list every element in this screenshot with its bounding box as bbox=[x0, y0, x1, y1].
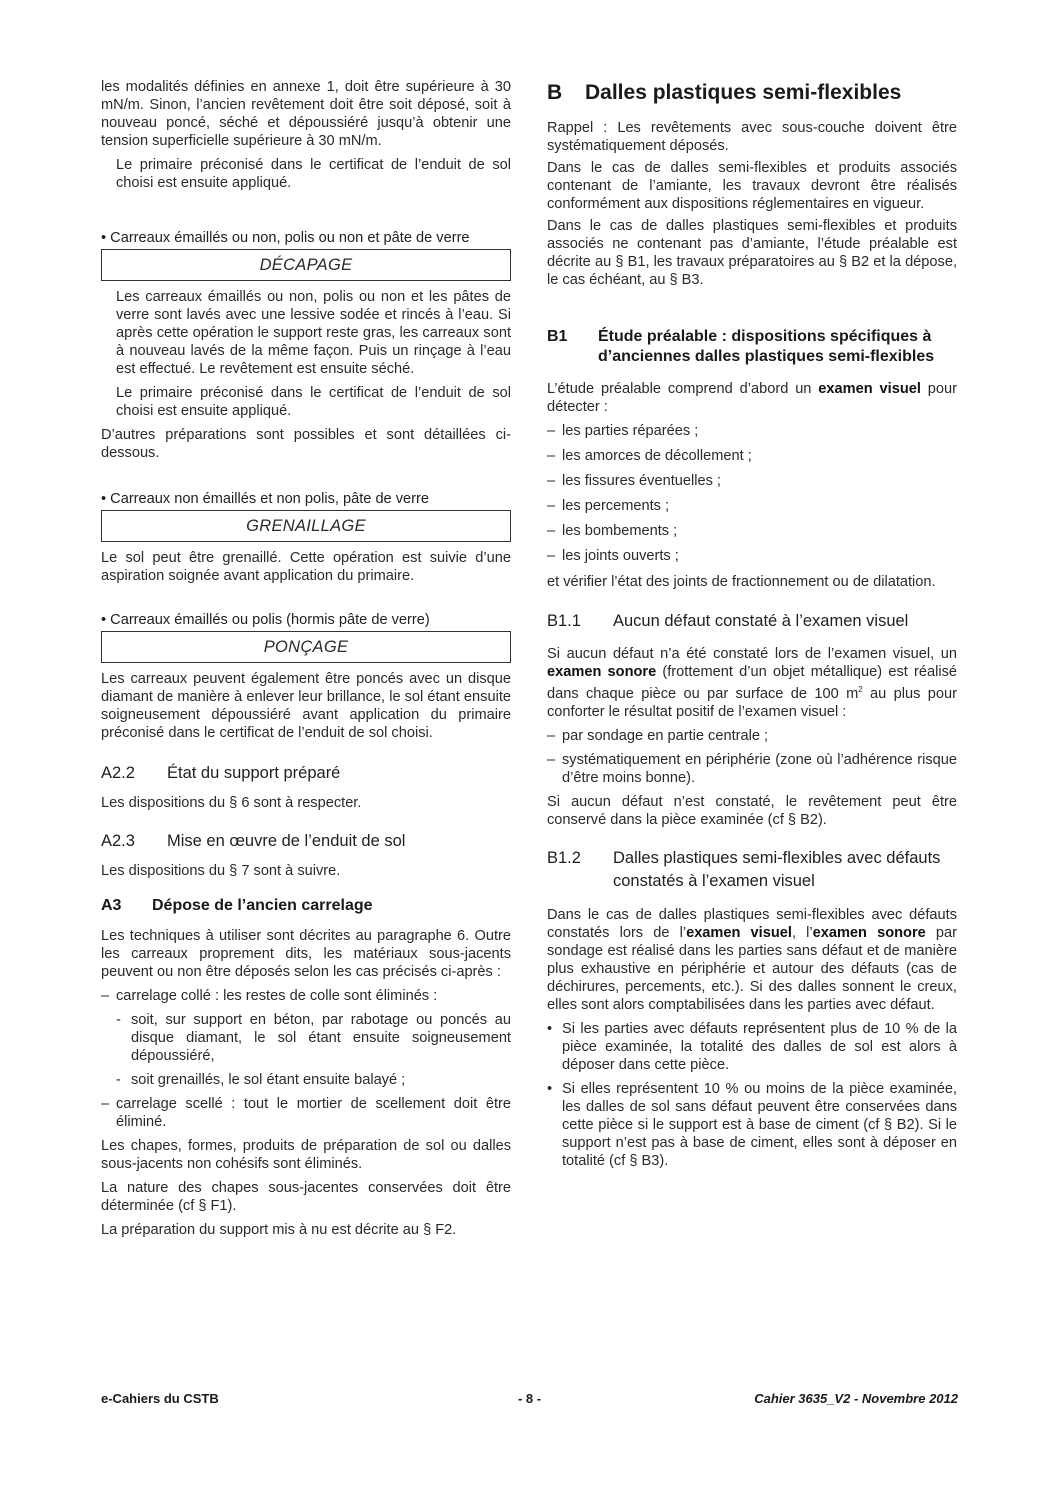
paragraph: Le primaire préconisé dans le certificat de l’enduit de sol choisi est ensuite appliqué. bbox=[116, 157, 511, 191]
section-title: Dalles plastiques semi-flexibles bbox=[585, 81, 902, 104]
section-number: B1 bbox=[547, 328, 568, 345]
dash-marker: – bbox=[547, 751, 556, 768]
sub-list-item: - soit, sur support en béton, par rabotage ou poncés au disque diamant, le sol étant ensuite soigneusement dépoussiéré, bbox=[116, 1012, 511, 1064]
section-title: Aucun défaut constaté à l’examen visuel bbox=[613, 612, 909, 630]
bold-term: examen sonore bbox=[812, 924, 926, 941]
bullet-marker: • bbox=[547, 1080, 553, 1097]
boxed-label-poncage: PONÇAGE bbox=[101, 631, 511, 663]
list-item: – les bombements ; bbox=[547, 523, 678, 539]
subsection-heading-a22 bbox=[101, 762, 511, 784]
section-title: État du support préparé bbox=[167, 764, 341, 782]
section-number: A2.2 bbox=[101, 764, 135, 782]
bold-term: examen visuel bbox=[686, 924, 792, 941]
paragraph: Le sol peut être grenaillé. Cette opération est suivie d’une aspiration soignée avant application du primaire. bbox=[101, 550, 511, 584]
list-item: – les fissures éventuelles ; bbox=[547, 473, 721, 489]
section-number: A3 bbox=[101, 897, 122, 914]
list-item: • Si les parties avec défauts représentent plus de 10 % de la pièce examinée, la totalité des dalles de sol est alors à déposer dans cette pièce. bbox=[547, 1020, 957, 1073]
section-title: Mise en œuvre de l’enduit de sol bbox=[167, 832, 406, 850]
footer-publication: e-Cahiers du CSTB bbox=[101, 1391, 219, 1406]
paragraph: La préparation du support mis à nu est décrite au § F2. bbox=[101, 1222, 457, 1238]
footer-reference: Cahier 3635_V2 - Novembre 2012 bbox=[754, 1391, 958, 1406]
section-number: A2.3 bbox=[101, 832, 135, 850]
subsection-heading-b11 bbox=[547, 610, 957, 632]
list-item: – les amorces de décollement ; bbox=[547, 448, 752, 464]
paragraph: D’autres préparations sont possibles et sont détaillées ci-dessous. bbox=[101, 427, 511, 461]
defect-list bbox=[547, 422, 957, 565]
paragraph: les modalités définies en annexe 1, doit être supérieure à 30 mN/m. Sinon, l’ancien revêtement doit être soit déposé, soit à nouveau poncé, séché et dépoussiéré jusqu’à obtenir une tension superficielle supérieure à 30 mN/m. bbox=[101, 79, 511, 149]
bold-term: examen sonore bbox=[547, 664, 657, 680]
list-item: – carrelage scellé : tout le mortier de scellement doit être éliminé. bbox=[101, 1096, 511, 1130]
section-number: B bbox=[547, 81, 563, 104]
section-number: B1.1 bbox=[547, 612, 581, 630]
paragraph: Les carreaux émaillés ou non, polis ou non et les pâtes de verre sont lavés avec une lessive sodée et rincés à l’eau. Si après cette opération le support reste gras, les carreaux sont à nouveau lavés de la même façon. Puis un rinçage à l’eau est effectué. Le revêtement est ensuite séché. bbox=[116, 289, 511, 377]
list-item: – systématiquement en périphérie (zone où l’adhérence risque d’être moins bonne). bbox=[547, 751, 957, 786]
right-column bbox=[547, 78, 957, 1170]
section-title: Dépose de l’ancien carrelage bbox=[152, 897, 373, 914]
paragraph: Rappel : Les revêtements avec sous-couche doivent être systématiquement déposés. bbox=[547, 120, 957, 154]
section-number: B1.2 bbox=[547, 848, 581, 867]
list-item: – les percements ; bbox=[547, 498, 670, 514]
list-item: – les joints ouverts ; bbox=[547, 548, 679, 564]
paragraph: L’étude préalable comprend d’abord un examen visuel pour détecter : bbox=[547, 381, 957, 415]
page-footer bbox=[101, 1391, 958, 1409]
paragraph: Les techniques à utiliser sont décrites au paragraphe 6. Outre les carreaux proprement dits, les matériaux sous-jacents peuvent ou non être déposés selon les cas précisés ci-après : bbox=[101, 928, 511, 980]
section-heading-a3 bbox=[101, 896, 511, 916]
list-item: – carrelage collé : les restes de colle sont éliminés : bbox=[101, 988, 438, 1004]
section-title: Dalles plastiques semi-flexibles avec défauts constatés à l’examen visuel bbox=[613, 848, 941, 890]
bullet-marker: • bbox=[547, 1020, 553, 1037]
paragraph: et vérifier l’état des joints de fractionnement ou de dilatation. bbox=[547, 574, 936, 590]
sub-list-item: - soit grenaillés, le sol étant ensuite balayé ; bbox=[116, 1072, 406, 1088]
bullet-heading: • Carreaux non émaillés et non polis, pâte de verre bbox=[101, 491, 429, 507]
paragraph: La nature des chapes sous-jacentes conservées doit être déterminée (cf § F1). bbox=[101, 1180, 511, 1214]
paragraph: Si aucun défaut n’est constaté, le revêtement peut être conservé dans la pièce examinée (cf § B2). bbox=[547, 793, 957, 828]
section-heading-b bbox=[547, 80, 957, 106]
page-number: - 8 - bbox=[517, 1391, 542, 1406]
bullet-heading: • Carreaux émaillés ou polis (hormis pâte de verre) bbox=[101, 612, 430, 628]
boxed-label-grenaillage: GRENAILLAGE bbox=[101, 510, 511, 542]
section-title: Étude préalable : dispositions spécifiques à d’anciennes dalles plastiques semi-flexibles bbox=[598, 328, 935, 365]
dash-marker: - bbox=[116, 1072, 121, 1088]
dash-marker: - bbox=[116, 1012, 121, 1028]
list-item: – les parties réparées ; bbox=[547, 423, 699, 439]
dash-marker: – bbox=[547, 727, 556, 744]
list-item: – par sondage en partie centrale ; bbox=[547, 727, 769, 744]
list-item: • Si elles représentent 10 % ou moins de la pièce examinée, les dalles de sol sans défaut peuvent être conservées dans cette pièce si le support est à base de ciment (cf § B2). Si le support n’est pas à base de ciment, elles sont à déposer en totalité (cf § B3). bbox=[547, 1080, 957, 1169]
left-column bbox=[101, 78, 511, 1239]
paragraph: Dans le cas de dalles semi-flexibles et produits associés contenant de l’amiante, les travaux devront être réalisés conformément aux dispositions réglementaires en vigueur. bbox=[547, 160, 957, 212]
bold-term: examen visuel bbox=[818, 381, 921, 397]
subsection-heading-a23 bbox=[101, 830, 511, 852]
dash-marker: – bbox=[101, 988, 110, 1004]
paragraph: Les carreaux peuvent également être poncés avec un disque diamant de manière à enlever leur brillance, le sol étant ensuite soigneusement dépoussiéré avant application du primaire préconisé dans le certificat de l’enduit de sol choisi. bbox=[101, 671, 511, 741]
paragraph: Les dispositions du § 6 sont à respecter. bbox=[101, 795, 362, 811]
paragraph: Dans le cas de dalles plastiques semi-flexibles avec défauts constatés lors de l’examen visuel, l’examen sonore par sondage est réalisé dans les parties sans défaut et de manière plus exhaustive en périphérie et autour des défauts (cas de déchirures, percements, etc.). Si des dalles sonnent le creux, elles sont alors comptabilisées dans les parties avec défaut. bbox=[547, 906, 957, 1013]
boxed-label-decapage: DÉCAPAGE bbox=[101, 249, 511, 281]
subsection-heading-b12 bbox=[547, 847, 957, 893]
section-heading-b1 bbox=[547, 327, 957, 367]
paragraph: Si aucun défaut n’a été constaté lors de l’examen visuel, un examen sonore (frottement d’un objet métallique) est réalisé dans chaque pièce ou par surface de 100 $m^2$ au plus pour conforter le résultat positif de l’examen visuel : bbox=[547, 646, 957, 720]
dash-marker: – bbox=[101, 1096, 110, 1112]
bullet-heading: • Carreaux émaillés ou non, polis ou non et pâte de verre bbox=[101, 230, 470, 246]
paragraph: Le primaire préconisé dans le certificat de l’enduit de sol choisi est ensuite appliqué. bbox=[116, 385, 511, 419]
paragraph: Dans le cas de dalles plastiques semi-flexibles et produits associés ne contenant pas d’amiante, l’étude préalable est décrite au § B1, les travaux préparatoires au § B2 et la dépose, le cas échéant, au § B3. bbox=[547, 218, 957, 288]
paragraph: Les dispositions du § 7 sont à suivre. bbox=[101, 863, 341, 879]
paragraph: Les chapes, formes, produits de préparation de sol ou dalles sous-jacents non cohésifs sont éliminés. bbox=[101, 1138, 511, 1172]
